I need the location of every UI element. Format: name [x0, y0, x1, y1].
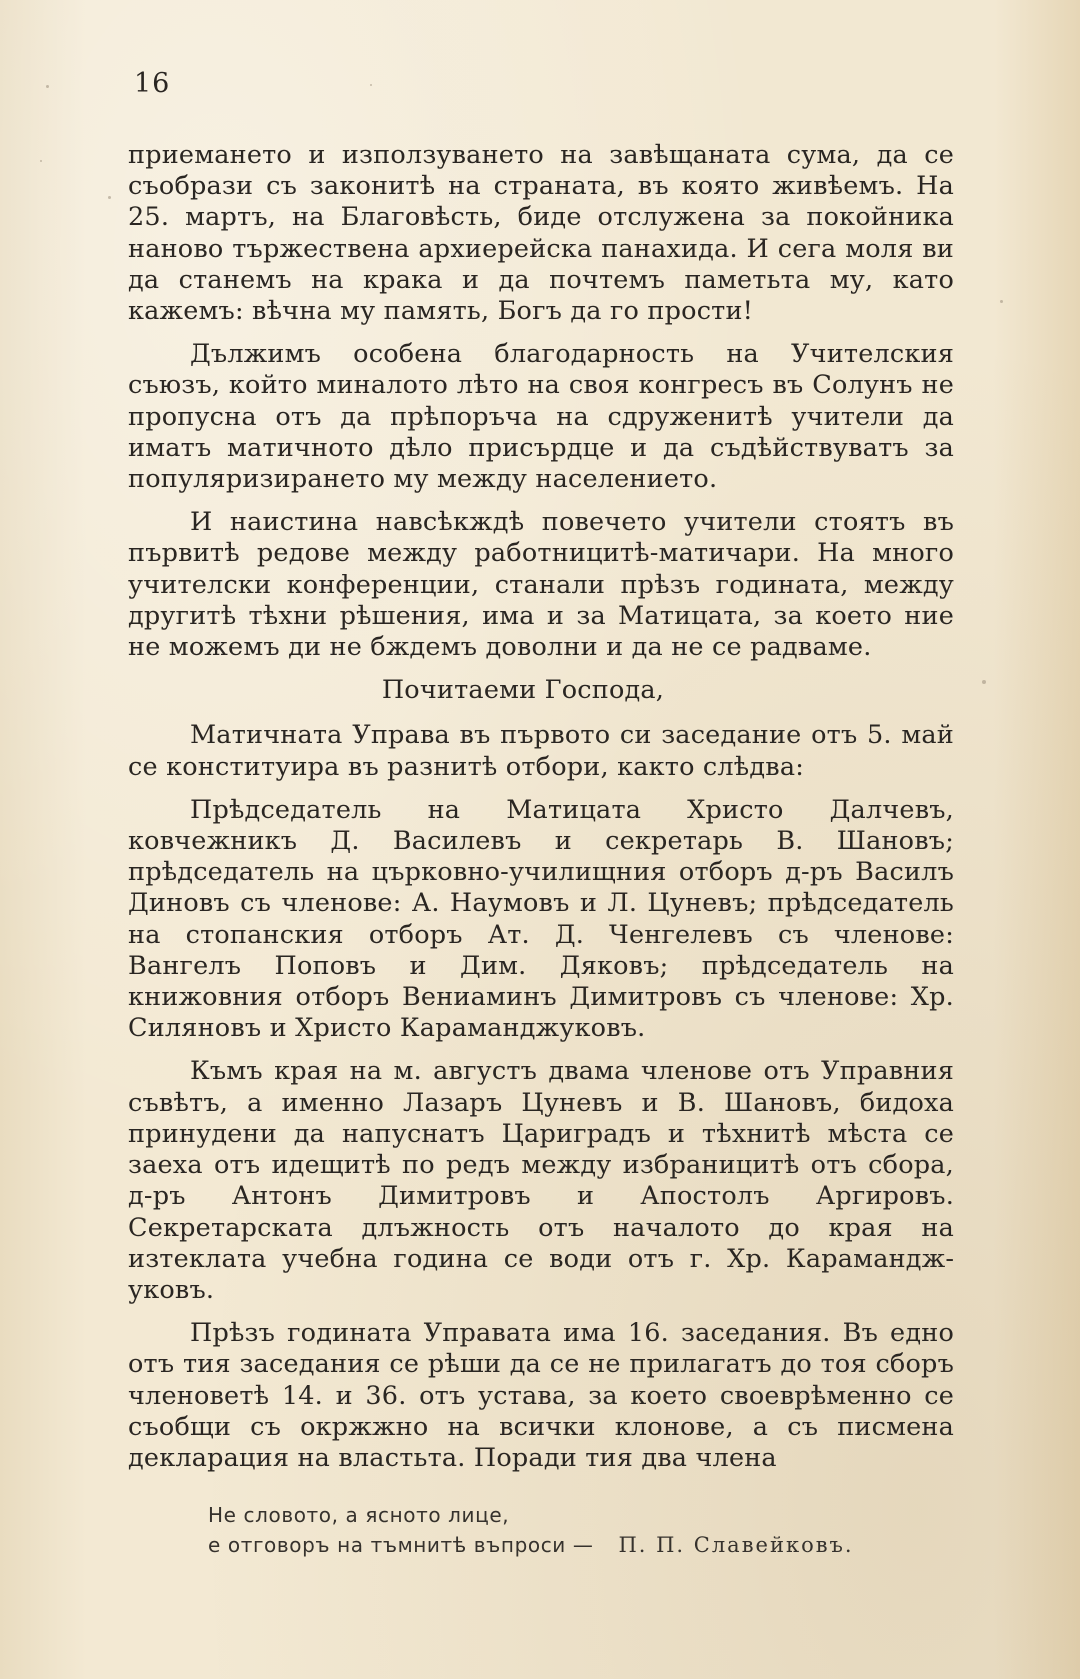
page-number: 16 — [134, 68, 171, 99]
paragraph-council-changes: Къмъ края на м. августъ двама членове отъ Управния съвѣтъ, а именно Лазаръ Цуневъ и В. Шановъ, бидоха принудени да напуснатъ Цариградъ и тѣхнитѣ мѣста се заеха отъ идещитѣ по редъ между избраницитѣ отъ сбора, д-ръ Антонъ Димитровъ и Апостолъ Аргировъ. Секретарската длъжность отъ началото до края на изтеклата учебна година се води отъ г. Хр. Караманджуковъ. — [128, 1056, 954, 1305]
quote-line-2: е отговоръ на тъмнитѣ въпроси — — [208, 1533, 594, 1557]
paper-speck — [370, 84, 372, 86]
paper-speck — [108, 196, 111, 199]
paper-speck — [1000, 300, 1003, 303]
section-heading: Почитаеми Господа, — [381, 675, 665, 706]
paper-speck — [46, 85, 49, 88]
paragraph-bequest: приемането и използуването на завѣщаната сума, да се съобрази съ законитѣ на страната, въ която живѣемъ. На 25. мартъ, на Благовѣсть, биде отслужена за покойника наново тържествена архиерейска панахида. И сега моля ви да станемъ на крака и да почтемъ паметьта му, като кажемъ: вѣчна му память, Богъ да го прости! — [128, 140, 954, 327]
footer-quote — [208, 1500, 928, 1560]
body-text — [128, 140, 954, 1486]
paper-speck — [40, 160, 42, 162]
paragraph-meetings: Прѣзъ годината Управата има 16. заседания. Въ едно отъ тия заседания се рѣши да се не прилагатъ до тоя сборъ членоветѣ 14. и 36. отъ устава, за което своеврѣменно се съобщи съ окржжно на всички клонове, а съ писмена декларация на властьта. Поради тия два члена — [128, 1318, 954, 1473]
quote-attribution: П. П. Славейковъ. — [618, 1533, 854, 1557]
quote-line-2-row — [208, 1530, 928, 1560]
paragraph-teachers-support: И наистина навсѣкждѣ повечето учители стоятъ въ първитѣ редове между работницитѣ-матичари. На много учителски конференции, станали прѣзъ годината, между другитѣ тѣхни рѣшения, има и за Матицата, за което ние не можемъ ди не бждемъ доволни и да не се радваме. — [128, 507, 954, 663]
quote-line-1: Не словото, а ясното лице, — [208, 1503, 510, 1527]
paper-speck — [982, 680, 986, 684]
paragraph-constitution: Матичната Управа въ първото си заседание отъ 5. май се конституира въ разнитѣ отбори, както слѣдва: — [128, 720, 954, 782]
paragraph-teachers-union: Дължимъ особена благодарность на Учителския съюзъ, който миналото лѣто на своя конгресъ въ Солунъ не пропусна отъ да прѣпоръча на сдруженитѣ учители да иматъ матичното дѣло присърдце и да съдѣйствуватъ за популяризирането му между населението. — [128, 339, 954, 495]
paragraph-committees: Прѣдседатель на Матицата Христо Далчевъ, ковчежникъ Д. Василевъ и секретарь В. Шановъ; прѣдседатель на църковно-училищния отборъ д-ръ Василъ Диновъ съ членове: А. Наумовъ и Л. Цуневъ; прѣдседатель на стопанския отборъ Ат. Д. Ченгелевъ съ членове: Вангелъ Поповъ и Дим. Дяковъ; прѣдседатель на книжовния отборъ Вениаминъ Димитровъ съ членове: Хр. Силяновъ и Христо Караманджуковъ. — [128, 794, 954, 1044]
